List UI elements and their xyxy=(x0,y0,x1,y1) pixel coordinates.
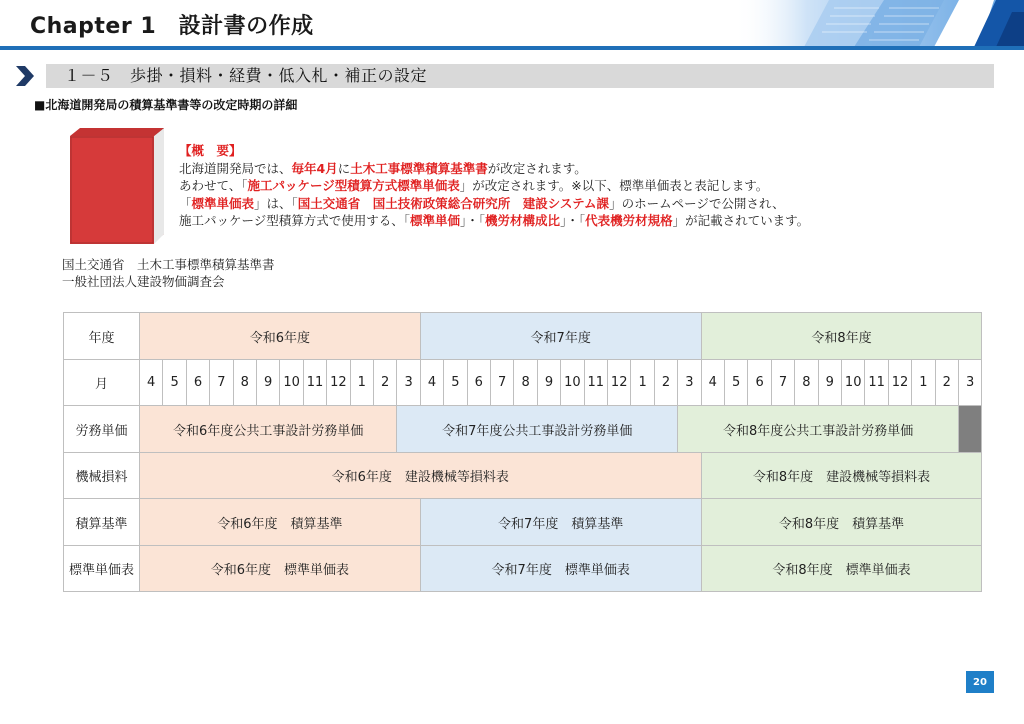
month-cell: 9 xyxy=(818,359,842,406)
month-cell: 5 xyxy=(443,359,467,406)
month-cell: 11 xyxy=(584,359,608,406)
highlight-text: 国土交通省 国土技術政策総合研究所 建設システム課 xyxy=(297,195,610,211)
body-text: が改定されます。 xyxy=(487,160,587,176)
year-header: 令和6年度 xyxy=(139,312,421,360)
body-text: に xyxy=(337,160,351,176)
month-cell: 6 xyxy=(186,359,210,406)
machine-rental-span: 令和6年度 建設機械等損料表 xyxy=(139,452,702,499)
highlight-text: 土木工事標準積算基準書 xyxy=(350,160,488,176)
estimate-standard-span: 令和7年度 積算基準 xyxy=(420,498,702,546)
page-number: 20 xyxy=(966,671,994,693)
highlight-text: 代表機労材規格 xyxy=(585,213,673,228)
chapter-title: Chapter 1 設計書の作成 xyxy=(30,14,314,39)
unit-price-table-span: 令和8年度 標準単価表 xyxy=(701,545,983,592)
row-label-machine: 機械損料 xyxy=(63,452,140,499)
month-cell: 8 xyxy=(513,359,537,406)
month-cell: 9 xyxy=(537,359,561,406)
month-cell: 10 xyxy=(560,359,584,406)
source-line-1: 国土交通省 土木工事標準積算基準書 xyxy=(62,257,275,272)
month-cell: 4 xyxy=(701,359,725,406)
month-cell: 6 xyxy=(747,359,771,406)
month-cell: 8 xyxy=(794,359,818,406)
month-cell: 5 xyxy=(724,359,748,406)
body-text: 」は、「 xyxy=(254,195,298,211)
month-cell: 2 xyxy=(654,359,678,406)
chevron-right-icon xyxy=(14,66,36,86)
highlight-text: 毎年4月 xyxy=(291,160,338,176)
month-cell: 1 xyxy=(630,359,654,406)
month-cell: 7 xyxy=(771,359,795,406)
subheading: ■北海道開発局の積算基準書等の改定時期の詳細 xyxy=(34,98,298,112)
month-cell: 3 xyxy=(396,359,420,406)
labor-rate-span: 令和7年度公共工事設計労務単価 xyxy=(396,405,678,453)
month-cell: 2 xyxy=(935,359,959,406)
month-cell: 8 xyxy=(233,359,257,406)
month-cell: 11 xyxy=(864,359,888,406)
year-header: 令和7年度 xyxy=(420,312,702,360)
overview-line-1 xyxy=(179,160,809,178)
unit-price-table-span: 令和6年度 標準単価表 xyxy=(139,545,421,592)
month-cell: 10 xyxy=(841,359,865,406)
header-rule xyxy=(0,46,1024,50)
month-cell: 5 xyxy=(162,359,186,406)
row-label-year: 年度 xyxy=(63,312,140,360)
body-text: 」・「 xyxy=(560,213,586,228)
month-cell: 3 xyxy=(677,359,701,406)
month-cell: 12 xyxy=(326,359,350,406)
body-text: 施工パッケージ型積算方式で使用する、「 xyxy=(179,213,411,228)
building-graphic xyxy=(734,0,1024,47)
month-cell: 2 xyxy=(373,359,397,406)
month-cell: 12 xyxy=(888,359,912,406)
body-text: 」が記載されています。 xyxy=(672,213,810,228)
row-label-estimate: 積算基準 xyxy=(63,498,140,546)
highlight-text: 機労材構成比 xyxy=(485,213,561,228)
month-cell: 1 xyxy=(350,359,374,406)
month-cell: 3 xyxy=(958,359,982,406)
labor-rate-span: 令和6年度公共工事設計労務単価 xyxy=(139,405,397,453)
labor-rate-span xyxy=(958,405,982,453)
highlight-text: 標準単価 xyxy=(410,213,461,228)
row-label-month: 月 xyxy=(63,359,140,406)
month-cell: 9 xyxy=(256,359,280,406)
overview-line-3 xyxy=(179,195,809,213)
book-icon xyxy=(70,126,166,244)
month-cell: 6 xyxy=(467,359,491,406)
month-cell: 4 xyxy=(420,359,444,406)
month-cell: 11 xyxy=(303,359,327,406)
highlight-text: 施工パッケージ型積算方式標準単価表 xyxy=(247,178,460,193)
revision-schedule-table xyxy=(64,313,985,592)
month-cell: 7 xyxy=(209,359,233,406)
month-cell: 4 xyxy=(139,359,163,406)
body-text: 」が改定されます。※以下、標準単価表と表記します。 xyxy=(459,178,769,193)
highlight-text: 標準単価表 xyxy=(191,195,255,211)
estimate-standard-span: 令和8年度 積算基準 xyxy=(701,498,983,546)
source-line-2: 一般社団法人建設物価調査会 xyxy=(62,274,225,289)
machine-rental-span: 令和8年度 建設機械等損料表 xyxy=(701,452,983,499)
month-cell: 1 xyxy=(911,359,935,406)
overview-line-4 xyxy=(179,212,809,230)
body-text: 「 xyxy=(179,195,192,211)
labor-rate-span: 令和8年度公共工事設計労務単価 xyxy=(677,405,959,453)
month-cell: 7 xyxy=(490,359,514,406)
body-text: 」・「 xyxy=(460,213,486,228)
slide-header xyxy=(0,0,1024,50)
body-text: あわせて、「 xyxy=(179,178,248,193)
year-header: 令和8年度 xyxy=(701,312,983,360)
overview-text xyxy=(179,142,809,230)
estimate-standard-span: 令和6年度 積算基準 xyxy=(139,498,421,546)
overview-line-2 xyxy=(179,177,809,195)
row-label-unit-price: 標準単価表 xyxy=(63,545,140,592)
month-cell: 10 xyxy=(279,359,303,406)
section-title: １－５ 歩掛・損料・経費・低入札・補正の設定 xyxy=(64,66,428,85)
body-text: 」のホームページで公開され、 xyxy=(609,195,785,211)
overview-heading: 【概 要】 xyxy=(179,143,242,158)
body-text: 北海道開発局では、 xyxy=(179,160,292,176)
month-cell: 12 xyxy=(607,359,631,406)
row-label-labor: 労務単価 xyxy=(63,405,140,453)
sources xyxy=(62,256,275,290)
unit-price-table-span: 令和7年度 標準単価表 xyxy=(420,545,702,592)
